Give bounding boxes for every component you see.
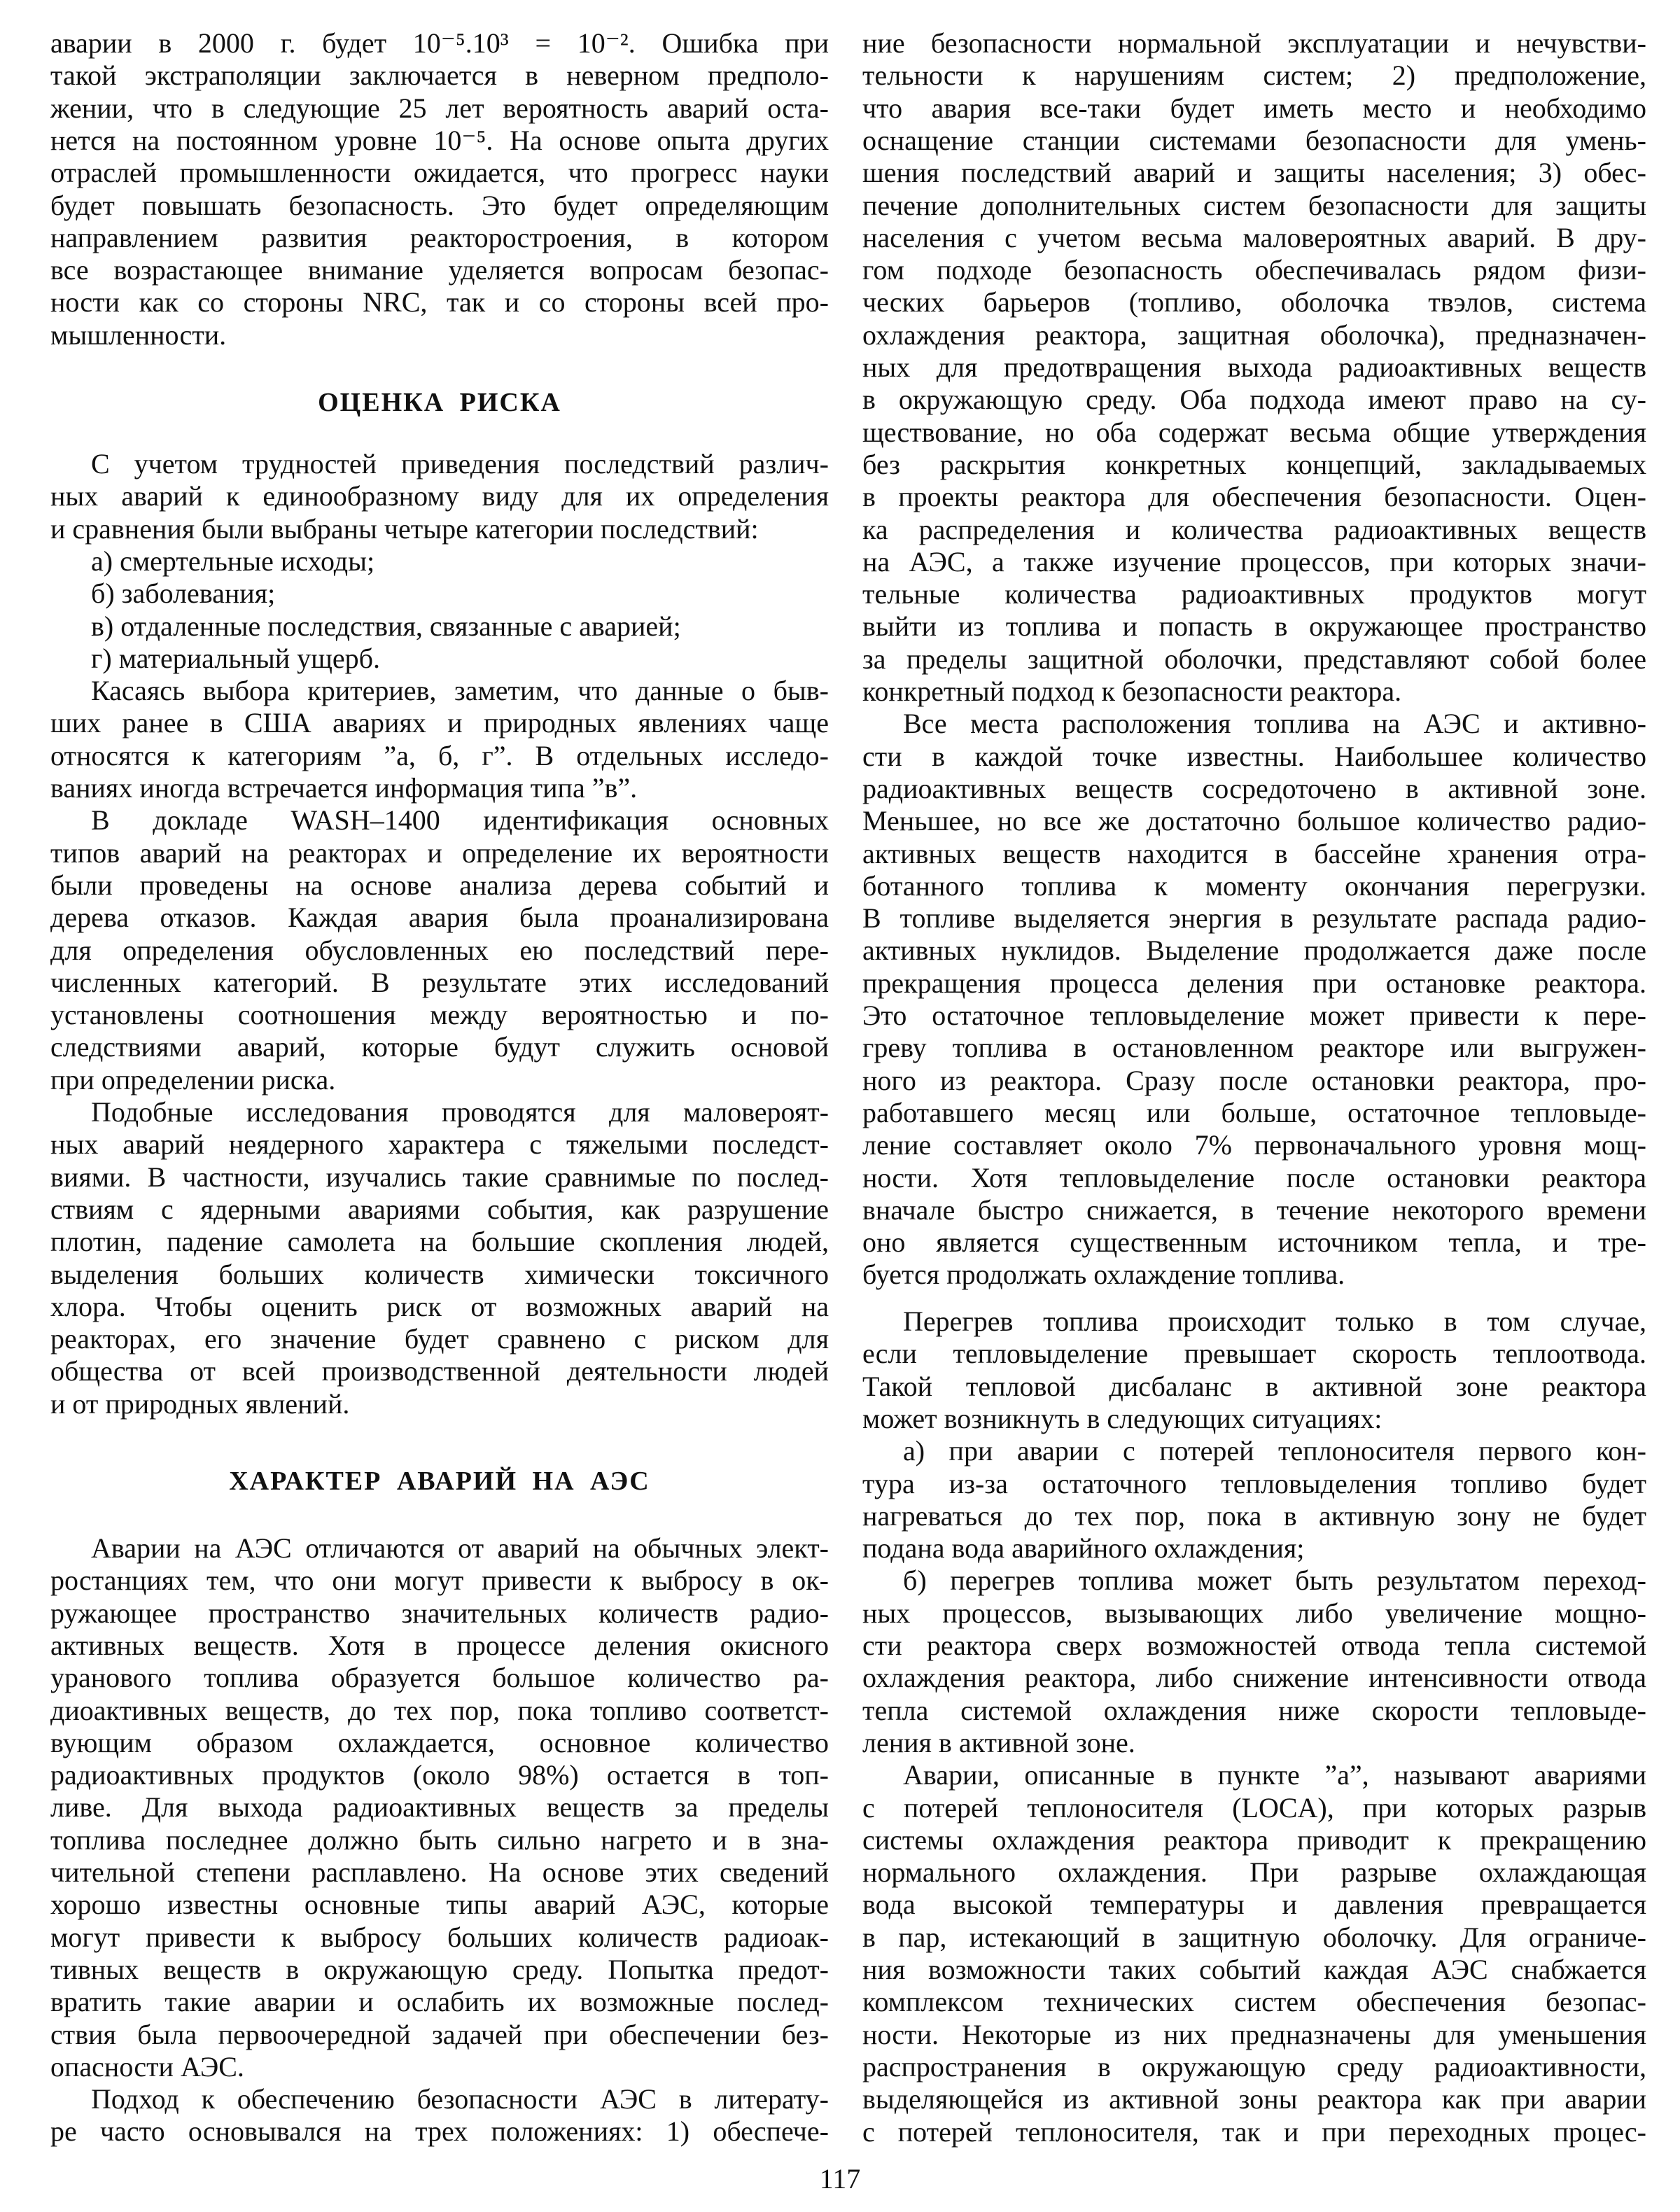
text-line: нормального охлаждения. При разрыве охлаждающая (862, 1856, 1646, 1889)
text-line: системы охлаждения реактора приводит к прекращению (862, 1823, 1646, 1856)
text-line: ности. Хотя тепловыделение после остановки реактора (862, 1161, 1646, 1194)
text-line: тура из-за остаточного тепловыделения топливо будет (862, 1467, 1646, 1499)
text-line: С учетом трудностей приведения последствий различ- (91, 448, 829, 479)
text-line: численных категорий. В результате этих исследований (50, 966, 829, 998)
text-line: ных аварий неядерного характера с тяжелыми последст- (50, 1128, 829, 1161)
text-line: прекращения процесса деления при остановке реактора. (862, 967, 1646, 999)
text-line: ка распределения и количества радиоактивных веществ (862, 513, 1646, 545)
page-number: 117 (819, 2163, 861, 2194)
text-line: ности как со стороны NRC, так и со стороны всей про- (50, 286, 829, 318)
text-line: выйти из топлива и попасть в окружающее пространство (862, 610, 1646, 643)
text-line: ных процессов, вызывающих либо увеличение мощно- (862, 1597, 1646, 1629)
text-line: следствиями аварий, которые будут служить основой (50, 1031, 829, 1063)
text-line: дерева отказов. Каждая авария была проанализирована (50, 902, 829, 934)
text-line: ление составляет около 7% первоначального уровня мощ- (862, 1129, 1646, 1161)
text-line: будет повышать безопасность. Это будет определяющим (50, 189, 829, 221)
text-line: ружающее пространство значительных количеств радио- (50, 1597, 829, 1629)
text-line: вода высокой температуры и давления превращается (862, 1889, 1646, 1921)
text-line: уранового топлива образуется большое количество ра- (50, 1662, 829, 1694)
text-line: диоактивных веществ, до тех пор, пока топливо соответст- (50, 1694, 829, 1726)
text-line: Меньшее, но все же достаточно большое количество радио- (862, 805, 1646, 837)
text-line: гом подходе безопасность обеспечивалась рядом физи- (862, 254, 1646, 286)
text-line: для определения обусловленных ею последствий пере- (50, 934, 829, 966)
text-line: шения последствий аварий и защиты населения; 3) обес- (862, 157, 1646, 189)
text-line: ботанного топлива к моменту окончания перегрузки. (862, 869, 1646, 902)
text-line: реакторах, его значение будет сравнено с риском для (50, 1323, 829, 1355)
text-line: Подобные исследования проводятся для маловероят- (91, 1096, 829, 1128)
text-line: направлением развития реакторостроения, в котором (50, 221, 829, 253)
text-line: вначале быстро снижается, в течение некоторого времени (862, 1194, 1646, 1226)
text-line: ния возможности таких событий каждая АЭС снабжается (862, 1954, 1646, 1985)
text-line: ре часто основывался на трех положениях: 1) обеспече- (50, 2115, 829, 2148)
text-line: вующим образом охлаждается, основное количество (50, 1726, 829, 1758)
text-line: на АЭС, а также изучение процессов, при которых значи- (862, 545, 1646, 578)
text-line: установлены соотношения между вероятностью и по- (50, 999, 829, 1031)
text-line: ного из реактора. Сразу после остановки реактора, про- (862, 1064, 1646, 1096)
text-line: нется на постоянном уровне 10⁻⁵. На основе опыта других (50, 124, 829, 156)
text-line: ростанциях тем, что они могут привести к выбросу в ок- (50, 1564, 829, 1597)
text-line: ления в активной зоне. (862, 1726, 1135, 1758)
section-heading: ХАРАКТЕР АВАРИЙ НА АЭС (229, 1466, 650, 1496)
text-line: тепла системой охлаждения ниже скорости тепловыде- (862, 1694, 1646, 1726)
text-line: хорошо известны основные типы аварий АЭС, которые (50, 1889, 829, 1921)
text-line: охлаждения реактора, защитная оболочка), предназначен- (862, 318, 1646, 351)
text-line: активных веществ. Хотя в процессе деления окисного (50, 1629, 829, 1661)
text-line: распространения в окружающую среду радиоактивности, (862, 2050, 1646, 2082)
text-line: В топливе выделяется энергия в результате распада радио- (862, 902, 1646, 934)
text-line: были проведены на основе анализа дерева событий и (50, 869, 829, 901)
text-line: выделения больших количеств химически токсичного (50, 1258, 829, 1290)
text-line: что авария все-таки будет иметь место и необходимо (862, 92, 1646, 124)
text-line: ных для предотвращения выхода радиоактивных веществ (862, 351, 1646, 383)
text-line: а) при аварии с потерей теплоносителя первого кон- (903, 1435, 1646, 1467)
text-line: в окружающую среду. Оба подхода имеют право на су- (862, 384, 1646, 416)
text-line: опасности АЭС. (50, 2050, 244, 2082)
text-line: ных аварий к единообразному виду для их определения (50, 480, 829, 512)
text-line: нагреваться до тех пор, пока в активную зону не будет (862, 1499, 1646, 1532)
text-line: ствия была первоочередной задачей при обеспечении без- (50, 2018, 829, 2050)
text-line: мышленности. (50, 318, 227, 351)
text-line: ваниях иногда встречается информация типа ”в”. (50, 772, 638, 804)
text-line: ливе. Для выхода радиоактивных веществ за пределы (50, 1791, 829, 1823)
text-line: Аварии, описанные в пункте ”а”, называют авариями (903, 1759, 1646, 1791)
text-line: плотин, падение самолета на большие скопления людей, (50, 1226, 829, 1258)
text-line: чительной степени расплавлено. На основе этих сведений (50, 1856, 829, 1888)
list-item: г) материальный ущерб. (91, 642, 381, 674)
text-line: за пределы защитной оболочки, представляют собой более (862, 643, 1646, 675)
text-line: греву топлива в остановленном реакторе или выгружен- (862, 1032, 1646, 1064)
text-line: комплексом технических систем обеспечения безопас- (862, 1986, 1646, 2018)
text-line: относятся к категориям ”а, б, г”. В отдельных исследо- (50, 739, 829, 771)
text-line: работавшего месяц или больше, остаточное тепловыде- (862, 1096, 1646, 1128)
text-line: ствиям с ядерными авариями события, как разрушение (50, 1193, 829, 1225)
text-line: В докладе WASH–1400 идентификация основных (91, 804, 829, 836)
text-line: при определении риска. (50, 1063, 336, 1096)
text-line: Такой тепловой дисбаланс в активной зоне реактора (862, 1370, 1646, 1402)
text-line: без раскрытия конкретных концепций, закладываемых (862, 448, 1646, 480)
text-line: хлора. Чтобы оценить риск от возможных аварий на (50, 1290, 829, 1322)
text-line: и сравнения были выбраны четыре категории последствий: (50, 512, 759, 545)
text-line: ществование, но оба содержат весьма общие утверждения (862, 416, 1646, 448)
text-line: ших ранее в США авариях и природных явлениях чаще (50, 707, 829, 739)
text-line: могут привести к выбросу больших количеств радиоак- (50, 1921, 829, 1953)
text-line: жении, что в следующие 25 лет вероятность аварий оста- (50, 92, 829, 124)
text-line: с потерей теплоносителя (LOCA), при которых разрыв (862, 1791, 1646, 1823)
text-line: радиоактивных веществ сосредоточено в активной зоне. (862, 772, 1646, 804)
text-line: активных нуклидов. Выделение продолжается даже после (862, 934, 1646, 967)
text-line: такой экстраполяции заключается в неверном предполо- (50, 59, 829, 92)
right-text-column (862, 0, 1646, 2170)
section-heading: ОЦЕНКА РИСКА (318, 388, 561, 417)
text-line: оно является существенным источником тепла, и тре- (862, 1226, 1646, 1259)
text-line: б) перегрев топлива может быть результатом переход- (903, 1564, 1646, 1597)
text-line: ности. Некоторые из них предназначены для уменьшения (862, 2018, 1646, 2050)
text-line: конкретный подход к безопасности реактора. (862, 676, 1402, 707)
list-item: б) заболевания; (91, 578, 276, 610)
left-text-column (50, 0, 829, 2170)
text-line: Касаясь выбора критериев, заметим, что данные о быв- (91, 675, 829, 707)
text-line: радиоактивных продуктов (около 98%) остается в топ- (50, 1759, 829, 1791)
text-line: сти реактора сверх возможностей отвода тепла системой (862, 1630, 1646, 1661)
text-line: аварии в 2000 г. будет 10⁻⁵.10³ = 10⁻². Ошибка при (50, 27, 829, 59)
text-line: сти в каждой точке известны. Наибольшее количество (862, 740, 1646, 772)
list-item: в) отдаленные последствия, связанные с аварией; (91, 610, 681, 642)
text-line: населения с учетом весьма маловероятных аварий. В дру- (862, 221, 1646, 253)
text-line: все возрастающее внимание уделяется вопросам безопас- (50, 254, 829, 286)
text-line: тивных веществ в окружающую среду. Попытка предот- (50, 1953, 829, 1985)
text-line: охлаждения реактора, либо снижение интенсивности отвода (862, 1662, 1646, 1694)
text-line: если тепловыделение превышает скорость теплоотвода. (862, 1338, 1646, 1370)
text-line: типов аварий на реакторах и определение их вероятности (50, 836, 829, 869)
text-line: ние безопасности нормальной эксплуатации и нечувстви- (862, 27, 1646, 59)
text-line: Подход к обеспечению безопасности АЭС в литерату- (91, 2083, 829, 2115)
text-line: тельные количества радиоактивных продуктов могут (862, 578, 1646, 610)
text-line: с потерей теплоносителя, так и при переходных процес- (862, 2115, 1646, 2148)
text-line: Перегрев топлива происходит только в том случае, (903, 1306, 1646, 1337)
text-line: вратить такие аварии и ослабить их возможные послед- (50, 1986, 829, 2018)
text-line: виями. В частности, изучались такие сравнимые по послед- (50, 1161, 829, 1193)
text-line: активных веществ находится в бассейне хранения отра- (862, 837, 1646, 869)
text-line: Это остаточное тепловыделение может привести к пере- (862, 1000, 1646, 1031)
text-line: тельности к нарушениям систем; 2) предположение, (862, 59, 1646, 92)
text-line: буется продолжать охлаждение топлива. (862, 1259, 1345, 1291)
text-line: Аварии на АЭС отличаются от аварий на обычных элект- (91, 1532, 829, 1564)
text-line: общества от всей производственной деятельности людей (50, 1355, 829, 1387)
text-line: отраслей промышленности ожидается, что прогресс науки (50, 157, 829, 189)
list-item: а) смертельные исходы; (91, 545, 375, 577)
text-line: в проекты реактора для обеспечения безопасности. Оцен- (862, 481, 1646, 513)
text-line: и от природных явлений. (50, 1387, 350, 1420)
text-line: печение дополнительных систем безопасности для защиты (862, 189, 1646, 221)
text-line: оснащение станции системами безопасности для умень- (862, 124, 1646, 156)
text-line: может возникнуть в следующих ситуациях: (862, 1402, 1382, 1434)
text-line: подана вода аварийного охлаждения; (862, 1532, 1305, 1564)
text-line: выделяющейся из активной зоны реактора как при аварии (862, 2083, 1646, 2115)
text-line: топлива последнее должно быть сильно нагрето и в зна- (50, 1823, 829, 1856)
text-line: в пар, истекающий в защитную оболочку. Для ограниче- (862, 1921, 1646, 1953)
text-line: Все места расположения топлива на АЭС и активно- (903, 708, 1646, 740)
text-line: ческих барьеров (топливо, оболочка твэлов, система (862, 286, 1646, 318)
